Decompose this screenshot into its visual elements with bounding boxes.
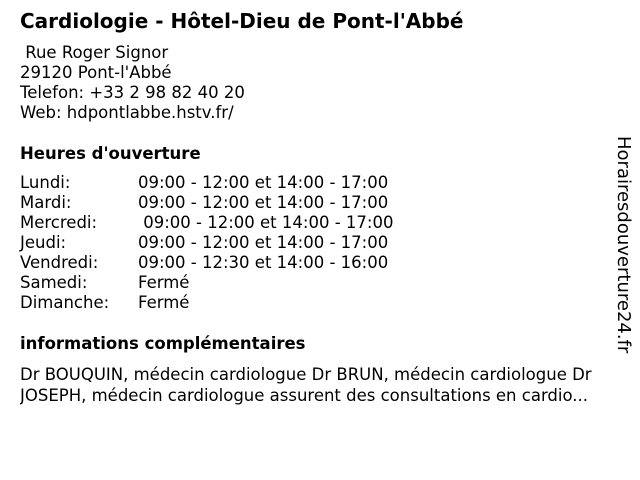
additional-info-text [20,337,632,406]
day-label: Lundi: [20,173,71,192]
hours-value: 09:00 - 12:30 et 14:00 - 16:00 [138,253,389,272]
day-label: Dimanche: [20,293,110,312]
city-postcode: 29120 Pont-l'Abbé [20,63,172,82]
hours-row-sunday [20,293,393,313]
day-label: Mercredi: [20,213,98,232]
day-label: Jeudi: [20,233,67,252]
website-link[interactable]: Web: hdpontlabbe.hstv.fr/ [20,103,234,122]
info-line-1: Dr BOUQUIN, médecin cardiologue Dr BRUN, médecin cardiologue Dr [20,365,592,384]
info-line-2: JOSEPH, médecin cardiologue assurent des consultations en cardio... [20,386,589,405]
hours-row-monday [20,173,393,193]
additional-info-heading: informations complémentaires [20,334,306,353]
opening-hours-table [20,173,393,313]
hours-row-thursday [20,233,393,253]
site-watermark: Horairesdouverture24.fr [613,136,634,354]
day-label: Mardi: [20,193,72,212]
address-block [20,43,245,123]
hours-row-friday [20,253,393,273]
hours-value: 09:00 - 12:00 et 14:00 - 17:00 [138,173,389,192]
hours-value: 09:00 - 12:00 et 14:00 - 17:00 [138,233,389,252]
hours-value: 09:00 - 12:00 et 14:00 - 17:00 [138,213,394,232]
hours-value: Fermé [138,293,190,312]
hours-value: 09:00 - 12:00 et 14:00 - 17:00 [138,193,389,212]
hours-row-tuesday [20,193,393,213]
hours-row-saturday [20,273,393,293]
street-address: Rue Roger Signor [20,43,169,62]
page-title: Cardiologie - Hôtel-Dieu de Pont-l'Abbé [20,9,464,33]
hours-value: Fermé [138,273,190,292]
day-label: Vendredi: [20,253,99,272]
opening-hours-heading: Heures d'ouverture [20,144,201,163]
day-label: Samedi: [20,273,88,292]
phone-number[interactable]: Telefon: +33 2 98 82 40 20 [20,83,245,102]
hours-row-wednesday [20,213,393,233]
